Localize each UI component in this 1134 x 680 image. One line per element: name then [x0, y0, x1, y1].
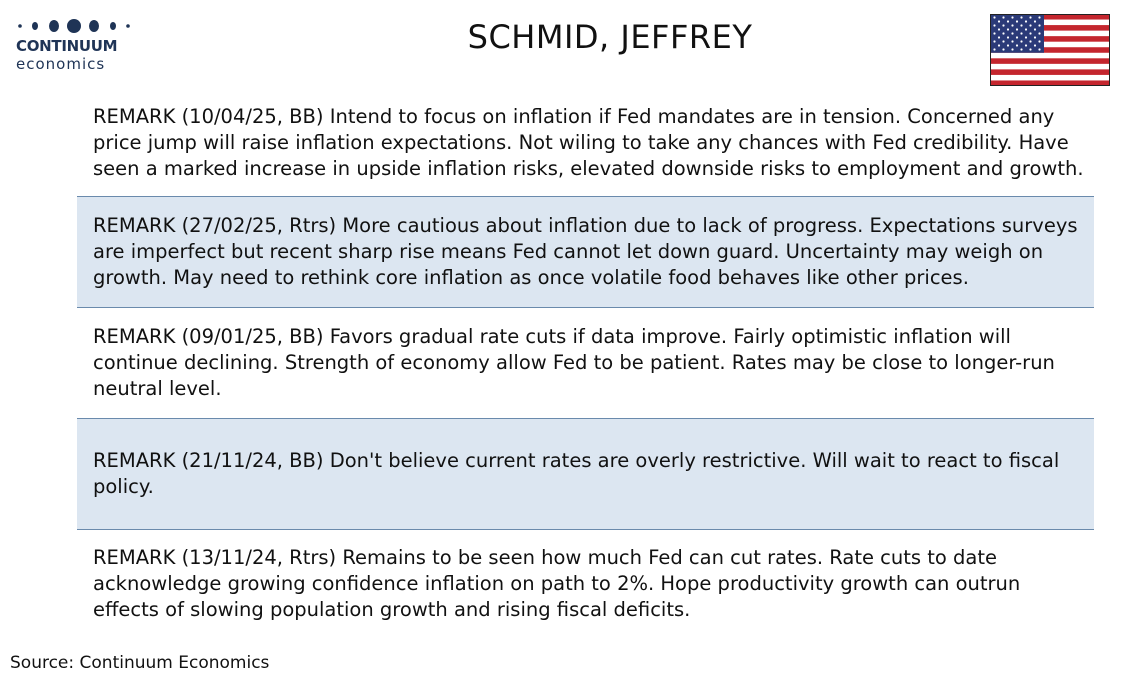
page-title: SCHMID, JEFFREY [467, 18, 753, 56]
logo-wordmark: CONTINUUM [16, 37, 118, 55]
remark-text: REMARK (21/11/24, BB) Don't believe current rates are overly restrictive. Will wait to react to fiscal policy. [93, 449, 1060, 498]
logo-subtitle: economics [16, 55, 106, 73]
remark-text: REMARK (09/01/25, BB) Favors gradual rate cuts if data improve. Fairly optimistic inflation will continue declining. Strength of economy allow Fed to be patient. Rates may be close to longer-run neutral level. [93, 325, 1055, 400]
remark-text: REMARK (13/11/24, Rtrs) Remains to be seen how much Fed can cut rates. Rate cuts to date acknowledge growing confidence inflation on path to 2%. Hope productivity growth can outrun effects of slowing population growth and rising fiscal deficits. [93, 545, 1021, 621]
remark-text: REMARK (27/02/25, Rtrs) More cautious about inflation due to lack of progress. Expectations surveys are imperfect but recent sharp rise means Fed cannot let down guard. Uncertainty may weigh on growth. May need to rethink core inflation as once volatile food behaves like other prices. [93, 214, 1078, 289]
remarks-list [77, 90, 1094, 637]
source-note: Source: Continuum Economics [10, 653, 270, 673]
remark-row [77, 530, 1094, 637]
remark-row [77, 197, 1094, 308]
remark-row [77, 308, 1094, 419]
remark-row [77, 419, 1094, 530]
remark-row [77, 90, 1094, 197]
us-flag-icon [990, 14, 1110, 86]
remark-text: REMARK (10/04/25, BB) Intend to focus on inflation if Fed mandates are in tension. Concerned any price jump will raise inflation expectations. Not wiling to take any chances with Fed credibility. Have seen a marked increase in upside inflation risks, elevated downside risks to employment and growth. [93, 105, 1084, 180]
